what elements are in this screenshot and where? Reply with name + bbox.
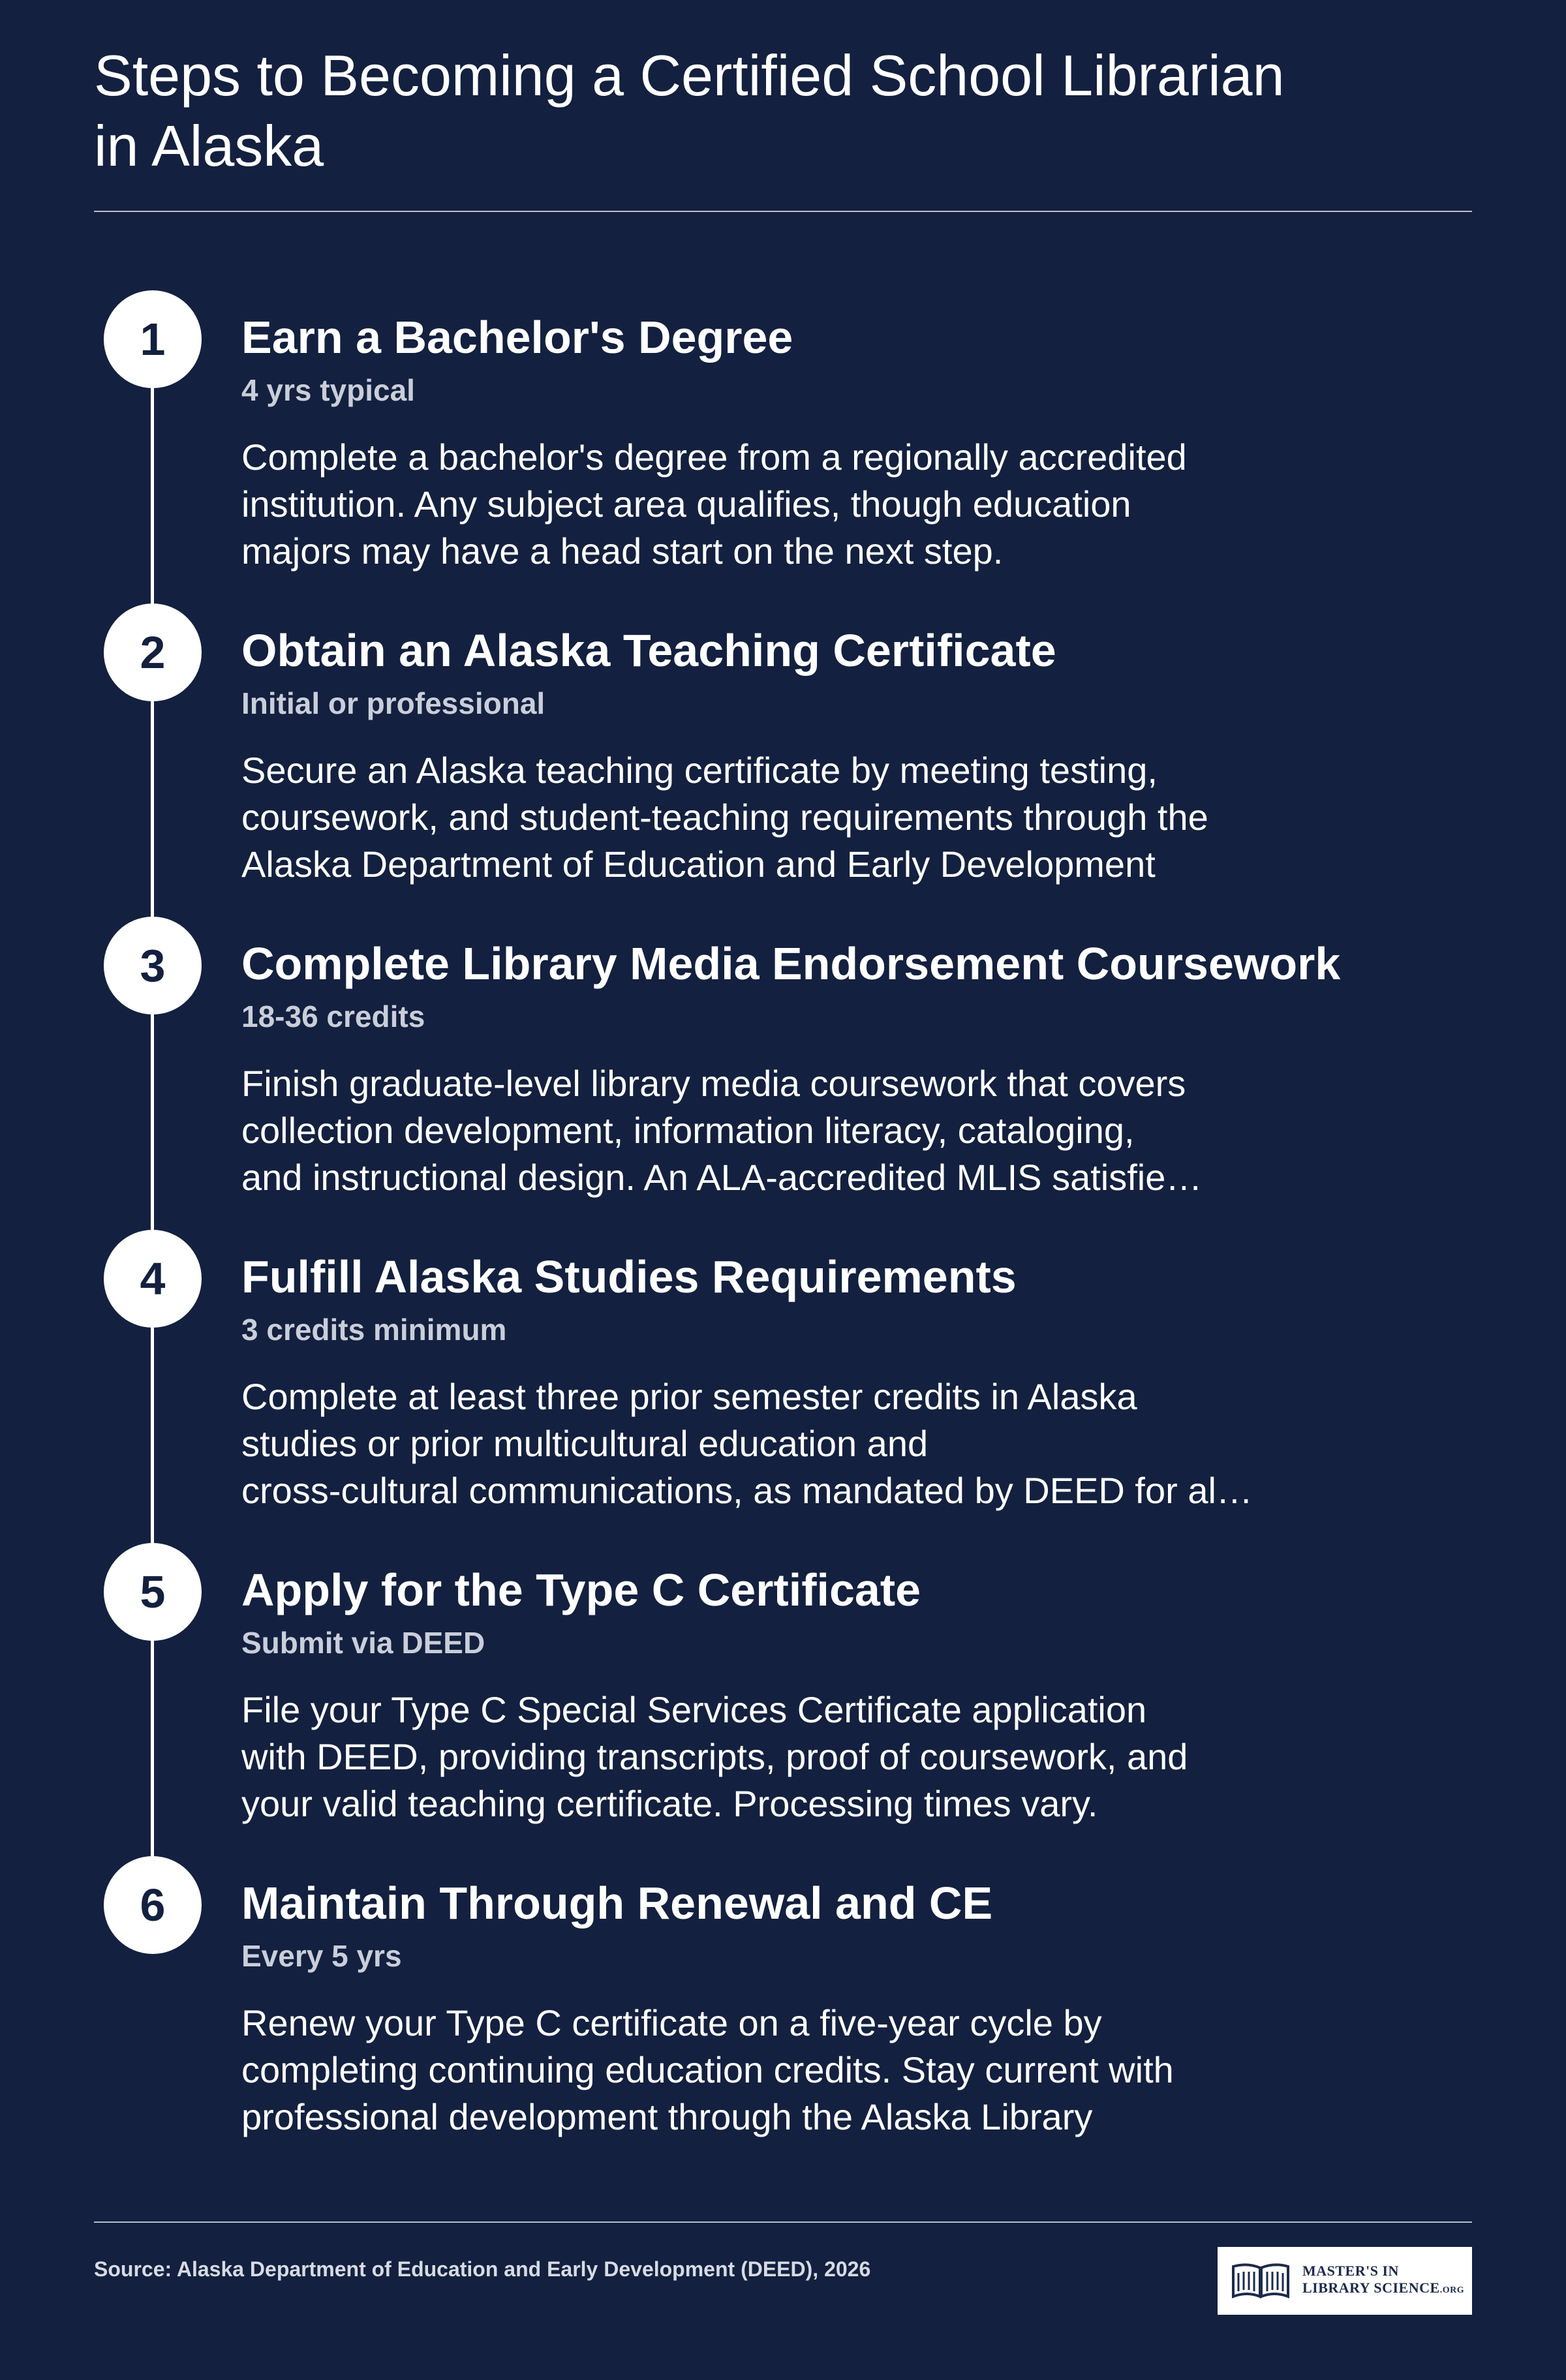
- logo-line-2: LIBRARY SCIENCE: [1302, 2280, 1440, 2296]
- step-2-description-line: coursework, and student-teaching requirements through the: [241, 797, 1208, 838]
- step-5-title: Apply for the Type C Certificate: [241, 1564, 921, 1615]
- site-logo: [1218, 2247, 1472, 2315]
- step-1-description-line: Complete a bachelor's degree from a regionally accredited: [241, 436, 1187, 478]
- step-1-title: Earn a Bachelor's Degree: [241, 312, 793, 363]
- step-2-title: Obtain an Alaska Teaching Certificate: [241, 625, 1056, 676]
- step-2-meta: Initial or professional: [241, 686, 545, 720]
- step-1-description-line: institution. Any subject area qualifies, though education: [241, 483, 1131, 525]
- step-1-meta: 4 yrs typical: [241, 373, 415, 407]
- step-6-description: [241, 2000, 1318, 2141]
- step-3-description-line: Finish graduate-level library media coursework that covers: [241, 1063, 1186, 1104]
- logo-line-1: MASTER'S IN: [1302, 2263, 1399, 2279]
- step-2-number-circle: 2: [104, 603, 202, 701]
- step-5: [0, 1543, 1566, 1856]
- step-6: [0, 1856, 1566, 2169]
- source-note: Source: Alaska Department of Education and Early Development (DEED), 2026: [94, 2257, 871, 2281]
- step-5-description-line: your valid teaching certificate. Processing times vary.: [241, 1783, 1098, 1824]
- step-4-description-line: studies or prior multicultural education and: [241, 1423, 929, 1464]
- step-3-description-line: collection development, information literacy, cataloging,: [241, 1110, 1135, 1151]
- open-book-icon: [1229, 2260, 1292, 2302]
- step-5-number-circle: 5: [104, 1543, 202, 1641]
- step-5-description-line: with DEED, providing transcripts, proof of coursework, and: [241, 1736, 1188, 1777]
- page-title-line-1: Steps to Becoming a Certified School Librarian: [94, 43, 1285, 108]
- step-3: [0, 917, 1566, 1230]
- step-4-description: [241, 1373, 1318, 1514]
- step-6-title: Maintain Through Renewal and CE: [241, 1878, 993, 1929]
- step-3-meta: 18-36 credits: [241, 999, 425, 1033]
- step-1: [0, 290, 1566, 603]
- step-4-description-line: cross-cultural communications, as mandated by DEED for al…: [241, 1470, 1253, 1511]
- step-3-number-circle: 3: [104, 917, 202, 1015]
- page-title: [94, 40, 1334, 181]
- logo-suffix: .ORG: [1439, 2285, 1465, 2295]
- step-1-description: [241, 434, 1318, 575]
- step-4-number-circle: 4: [104, 1230, 202, 1328]
- step-3-description: [241, 1060, 1318, 1201]
- step-6-description-line: completing continuing education credits. Stay current with: [241, 2049, 1174, 2090]
- step-2: [0, 603, 1566, 917]
- step-6-description-line: professional development through the Alaska Library: [241, 2096, 1093, 2137]
- step-1-number-circle: 1: [104, 290, 202, 388]
- top-divider: [94, 211, 1472, 212]
- step-3-title: Complete Library Media Endorsement Coursework: [241, 938, 1341, 989]
- logo-wordmark: [1302, 2263, 1464, 2299]
- step-6-number-circle: 6: [104, 1856, 202, 1954]
- step-4-description-line: Complete at least three prior semester credits in Alaska: [241, 1376, 1137, 1417]
- step-4-title: Fulfill Alaska Studies Requirements: [241, 1251, 1017, 1302]
- bottom-divider: [94, 2221, 1472, 2223]
- step-4: [0, 1230, 1566, 1543]
- step-2-description: [241, 747, 1318, 888]
- step-1-description-line: majors may have a head start on the next step.: [241, 530, 1004, 572]
- page-title-line-2: in Alaska: [94, 114, 324, 178]
- step-5-meta: Submit via DEED: [241, 1626, 485, 1660]
- step-6-description-line: Renew your Type C certificate on a five-year cycle by: [241, 2002, 1102, 2043]
- step-5-description: [241, 1686, 1318, 1827]
- step-2-description-line: Alaska Department of Education and Early Development: [241, 844, 1156, 885]
- step-5-description-line: File your Type C Special Services Certificate application: [241, 1689, 1147, 1730]
- step-2-description-line: Secure an Alaska teaching certificate by meeting testing,: [241, 750, 1158, 791]
- step-3-description-line: and instructional design. An ALA-accredited MLIS satisfie…: [241, 1157, 1203, 1198]
- step-6-meta: Every 5 yrs: [241, 1939, 402, 1973]
- step-4-meta: 3 credits minimum: [241, 1313, 507, 1347]
